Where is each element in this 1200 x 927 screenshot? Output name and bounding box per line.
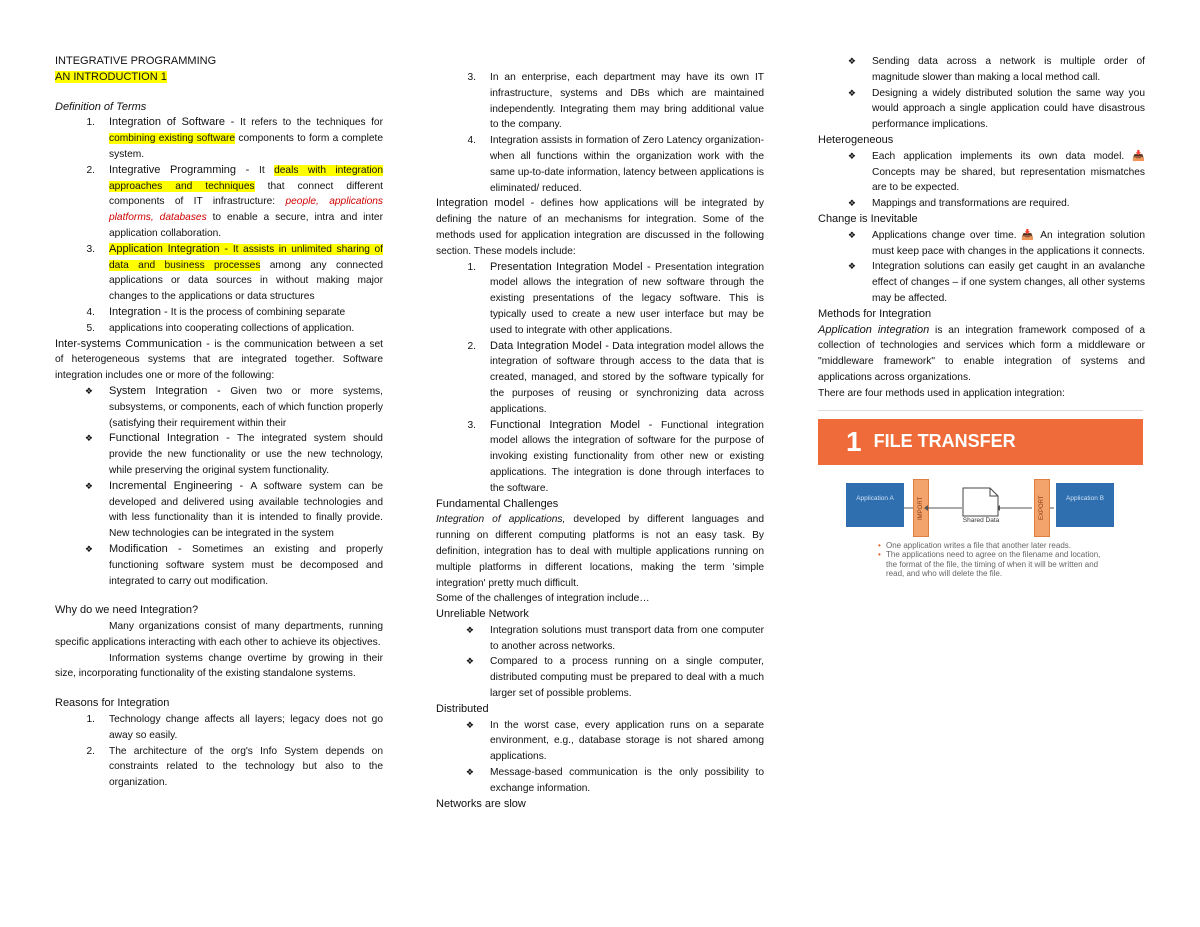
bullet-item: ❖ Mappings and transformations are required. (847, 198, 1070, 210)
application-b-box: Application B (1056, 483, 1114, 527)
bullet-item: ❖ Modification - Sometimes an existing and properly functioning software system must be decomposed and integrated to carry out modification. (84, 542, 383, 587)
reason-item: 2. The architecture of the org's Info System depends on constraints related to the technology but also to the organization. (86, 745, 383, 789)
definition-item: 1. Integration of Software - It refers to the techniques for combining existing software components to form a complete system. (86, 116, 383, 160)
bullet-item: ❖ Integration solutions must transport data from one computer to another across networks. (465, 624, 764, 652)
definitions-heading: Definition of Terms (55, 100, 147, 113)
unreliable-heading: Unreliable Network (436, 608, 529, 621)
reason-item: 3. In an enterprise, each department may have its own IT infrastructure, systems and DBs which are maintained independently. Integrating them may bring additional value to the company. (467, 72, 764, 131)
bullet-item: ❖ Incremental Engineering - A software system can be developed and delivered using available technologies and with less functionality than it is intended to finally provide. New technologies can be integrated in the system (84, 479, 384, 540)
model-item: 2. Data Integration Model - Data integration model allows the integration of software through access to the data that is created, managed, and stored by the software typically for the purposes of reusing or synchronizing data across applications. (467, 339, 764, 415)
definition-item: 4. Integration - It is the process of combining separate (86, 305, 346, 318)
app-integration-paragraph: Application integration is an integration framework composed of a collection of technologies and services which form a middleware or "middleware framework" to enable integration of systems and applications across organizations. (818, 323, 1145, 383)
why-paragraph: Many organizations consist of many departments, running specific applications interacting with each other to achieve its objectives. (55, 621, 383, 648)
model-item: 1. Presentation Integration Model - Presentation integration model allows the integration of new software through the existing presentations of the legacy software. This is typically used to create a new user interface but may be used to integrate with other applications. (467, 260, 764, 336)
why-paragraph: Information systems change overtime by growing in their size, incorporating functionality of the existing standalone systems. (55, 652, 383, 680)
figure-number: 1 (846, 425, 862, 457)
challenges-paragraph: Integration of applications, developed by different languages and running on different computing platforms is not an easy task. By definition, integration has to deal with multiple applications running on multiple platforms in different locations, making the term 'simple integration' pretty much difficult. (436, 514, 764, 589)
shared-data-file-icon (962, 487, 1000, 517)
bullet-item: ❖ Integration solutions can easily get caught in an avalanche effect of changes – if one system changes, all other systems may be affected. (847, 261, 1145, 304)
figure-banner (818, 419, 1143, 465)
four-methods-text: There are four methods used in application integration: (818, 387, 1065, 399)
distributed-heading: Distributed (436, 702, 489, 715)
shared-data-label: Shared Data (962, 516, 1000, 524)
figure-label: FILE TRANSFER (873, 430, 1016, 451)
export-port: EXPORT (1034, 479, 1050, 537)
model-item: 3. Functional Integration Model - Functional integration model allows the integration of software for the purpose of invoking existing functionality from other new or existing applications. The integration is done through interfaces to the software. (467, 418, 764, 494)
bullet-item: ❖ In the worst case, every application runs on a separate environment, e.g., database storage is not shared among applications. (465, 719, 764, 763)
definition-item: 3. Application Integration - It assists in unlimited sharing of data and business processes among any connected applications or data sources in without making major changes to the applications or data structures (86, 242, 383, 303)
bullet-item: ❖ Each application implements its own data model. 📥 Concepts may be shared, but representation mismatches are to be expected. (847, 150, 1145, 194)
heterogeneous-heading: Heterogeneous (818, 133, 894, 146)
bullet-item: ❖ System Integration - Given two or more systems, subsystems, or components, each of which function properly (satisfying their requirement within their (84, 384, 383, 429)
definition-item: 5. applications into cooperating collections of application. (86, 322, 355, 334)
file-transfer-figure (818, 410, 1143, 601)
bullet-item: ❖ Compared to a process running on a single computer, distributed computing must be prepared to deal with a much larger set of possible problems. (465, 656, 764, 700)
column-1 (55, 54, 383, 791)
integration-model-paragraph: Integration model - defines how applications will be integrated by defining the nature of an mechanisms for integration. Some of the methods used for application integration are discussed in the following section. These models include: (436, 197, 764, 257)
definition-item: 2. Integrative Programming - It deals with integration approaches and techniques that connect different components of IT infrastructure: people, applications platforms, databases to enable a secure, intra and inter application collaboration. (86, 163, 384, 239)
bullet-item: ❖ Designing a widely distributed solution the same way you would approach a single application could have disastrous performance implications. (847, 87, 1145, 131)
why-heading: Why do we need Integration? (55, 604, 199, 617)
doc-subtitle: AN INTRODUCTION 1 (55, 70, 167, 83)
reasons-heading: Reasons for Integration (55, 697, 170, 710)
column-3 (818, 54, 1145, 601)
application-a-box: Application A (846, 483, 904, 527)
challenges-intro: Some of the challenges of integration include… (436, 593, 650, 605)
challenges-heading: Fundamental Challenges (436, 497, 559, 510)
bullet-item: ❖ Functional Integration - The integrated system should provide the new functionality or use the new technology, while preserving the original system functionality. (84, 432, 383, 476)
reason-item: 1. Technology change affects all layers; legacy does not go away so easily. (86, 714, 383, 741)
import-port: IMPORT (913, 479, 929, 537)
bullet-item: ❖ Message-based communication is the only possibility to exchange information. (465, 767, 764, 794)
bullet-item: ❖ Applications change over time. 📥 An integration solution must keep pace with changes in the applications it connects. (847, 229, 1145, 257)
inter-systems-paragraph: Inter-systems Communication - is the communication between a set of heterogeneous systems that are integrated together. Software integration includes one or more of the following: (55, 337, 383, 382)
change-heading: Change is Inevitable (818, 212, 918, 225)
bullet-item: ❖ Sending data across a network is multiple order of magnitude slower than making a local method call. (847, 56, 1145, 83)
networks-heading: Networks are slow (436, 797, 526, 810)
reason-item: 4. Integration assists in formation of Zero Latency organization- when all functions within the organization work with the same up-to-date information, latency between applications is eliminated/ reduced. (467, 135, 764, 194)
methods-heading: Methods for Integration (818, 307, 932, 320)
doc-title: INTEGRATIVE PROGRAMMING (55, 55, 217, 67)
column-2 (436, 70, 764, 812)
figure-notes: • One application writes a file that another later reads. • The applications need to agree on the filename and location, the format of the file, the timing of when it will be written and read, and who will delete the file. (878, 540, 1101, 579)
